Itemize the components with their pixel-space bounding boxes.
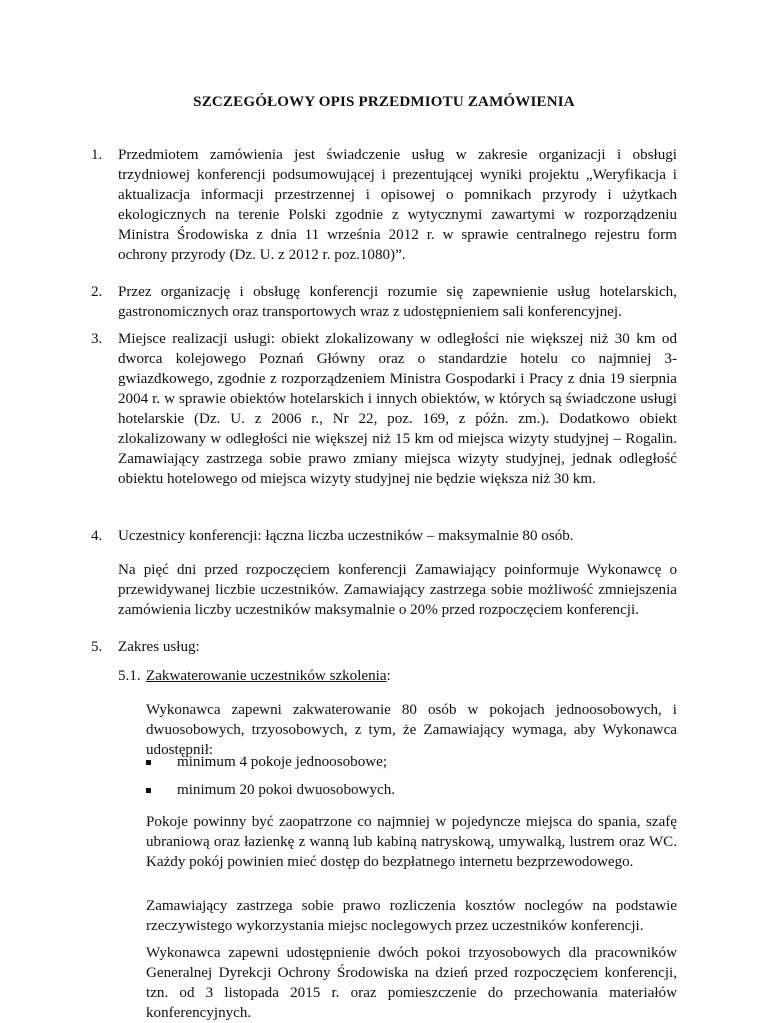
item-paragraph: Na pięć dni przed rozpoczęciem konferencji Zamawiający poinformuje Wykonawcę o przewidywanej liczbie uczestników. Zamawiający zastrzega sobie możliwość zmniejszenia zamówienia liczby uczestników maksymalnie o 20% przed rozpoczęciem konferencji. <box>118 562 677 618</box>
subsection-heading-text: Zakwaterowanie uczestników szkolenia <box>146 668 387 684</box>
item-text: Przez organizację i obsługę konferencji rozumie się zapewnienie usług hotelarskich, gastronomicznych oraz transportowych wraz z udostępnieniem sali konferencyjnej. <box>118 284 677 320</box>
subsection-paragraph: Zamawiający zastrzega sobie prawo rozliczenia kosztów noclegów na podstawie rzeczywistego wykorzystania miejsc noclegowych przez uczestników konferencji. <box>146 898 677 934</box>
document-title: SZCZEGÓŁOWY OPIS PRZEDMIOTU ZAMÓWIENIA <box>193 94 575 110</box>
subsection-paragraph: Wykonawca zapewni udostępnienie dwóch pokoi trzyosobowych dla pracowników Generalnej Dyrekcji Ochrony Środowiska na dzień przed rozpoczęciem konferencji, tzn. od 3 listopada 2015 r. oraz pomieszczenie do przechowania materiałów konferencyjnych. <box>146 945 677 1021</box>
subsection-paragraph: Pokoje powinny być zaopatrzone co najmniej w pojedyncze miejsca do spania, szafę ubraniową oraz łazienkę z wanną lub kabiną natryskową, umywalką, lustrem oraz WC. Każdy pokój powinien mieć dostęp do bezpłatnego internetu bezprzewodowego. <box>146 814 677 870</box>
item-text: Uczestnicy konferencji: łączna liczba uczestników – maksymalnie 80 osób. <box>118 528 574 544</box>
item-text: Zakres usług: <box>118 639 200 655</box>
item-number: 3. <box>91 331 103 347</box>
subsection-heading-colon: : <box>386 668 391 684</box>
bullet-item: minimum 4 pokoje jednoosobowe; <box>177 754 388 770</box>
item-number: 1. <box>91 147 103 163</box>
bullet-marker <box>146 760 151 765</box>
bullet-item: minimum 20 pokoi dwuosobowych. <box>177 782 396 798</box>
subsection-intro: Wykonawca zapewni zakwaterowanie 80 osób w pokojach jednoosobowych, i dwuosobowych, trzyosobowych, z tym, że Zamawiający wymaga, aby Wykonawca udostępnił: <box>146 702 677 758</box>
subsection-heading <box>146 666 677 686</box>
item-number: 2. <box>91 284 103 300</box>
item-number: 5. <box>91 639 103 655</box>
item-text: Przedmiotem zamówienia jest świadczenie usług w zakresie organizacji i obsługi trzydniowej konferencji podsumowującej i prezentującej wyniki projektu „Weryfikacja i aktualizacja informacji przestrzennej i opisowej o pomnikach przyrody i użytkach ekologicznych na terenie Polski zgodnie z wytycznymi zawartymi w rozporządzeniu Ministra Środowiska z dnia 11 września 2012 r. w sprawie centralnego rejestru form ochrony przyrody (Dz. U. z 2012 r. poz.1080)”. <box>118 147 677 263</box>
subsection-number: 5.1. <box>118 668 141 684</box>
item-text: Miejsce realizacji usługi: obiekt zlokalizowany w odległości nie większej niż 30 km od dworca kolejowego Poznań Główny oraz o standardzie hotelu co najmniej 3-gwiazdkowego, zgodnie z rozporządzeniem Ministra Gospodarki i Pracy z dnia 19 sierpnia 2004 r. w sprawie obiektów hotelarskich i innych obiektów, w których są świadczone usługi hotelarskie (Dz. U. z 2006 r., Nr 22, poz. 169, z późn. zm.). Dodatkowo obiekt zlokalizowany w odległości nie większej niż 15 km od miejsca wizyty studyjnej – Rogalin. Zamawiający zastrzega sobie prawo zmiany miejsca wizyty studyjnej, jednak odległość obiektu hotelowego od miejsca wizyty studyjnej nie będzie większa niż 30 km. <box>118 331 677 487</box>
bullet-marker <box>146 788 151 793</box>
item-number: 4. <box>91 528 103 544</box>
